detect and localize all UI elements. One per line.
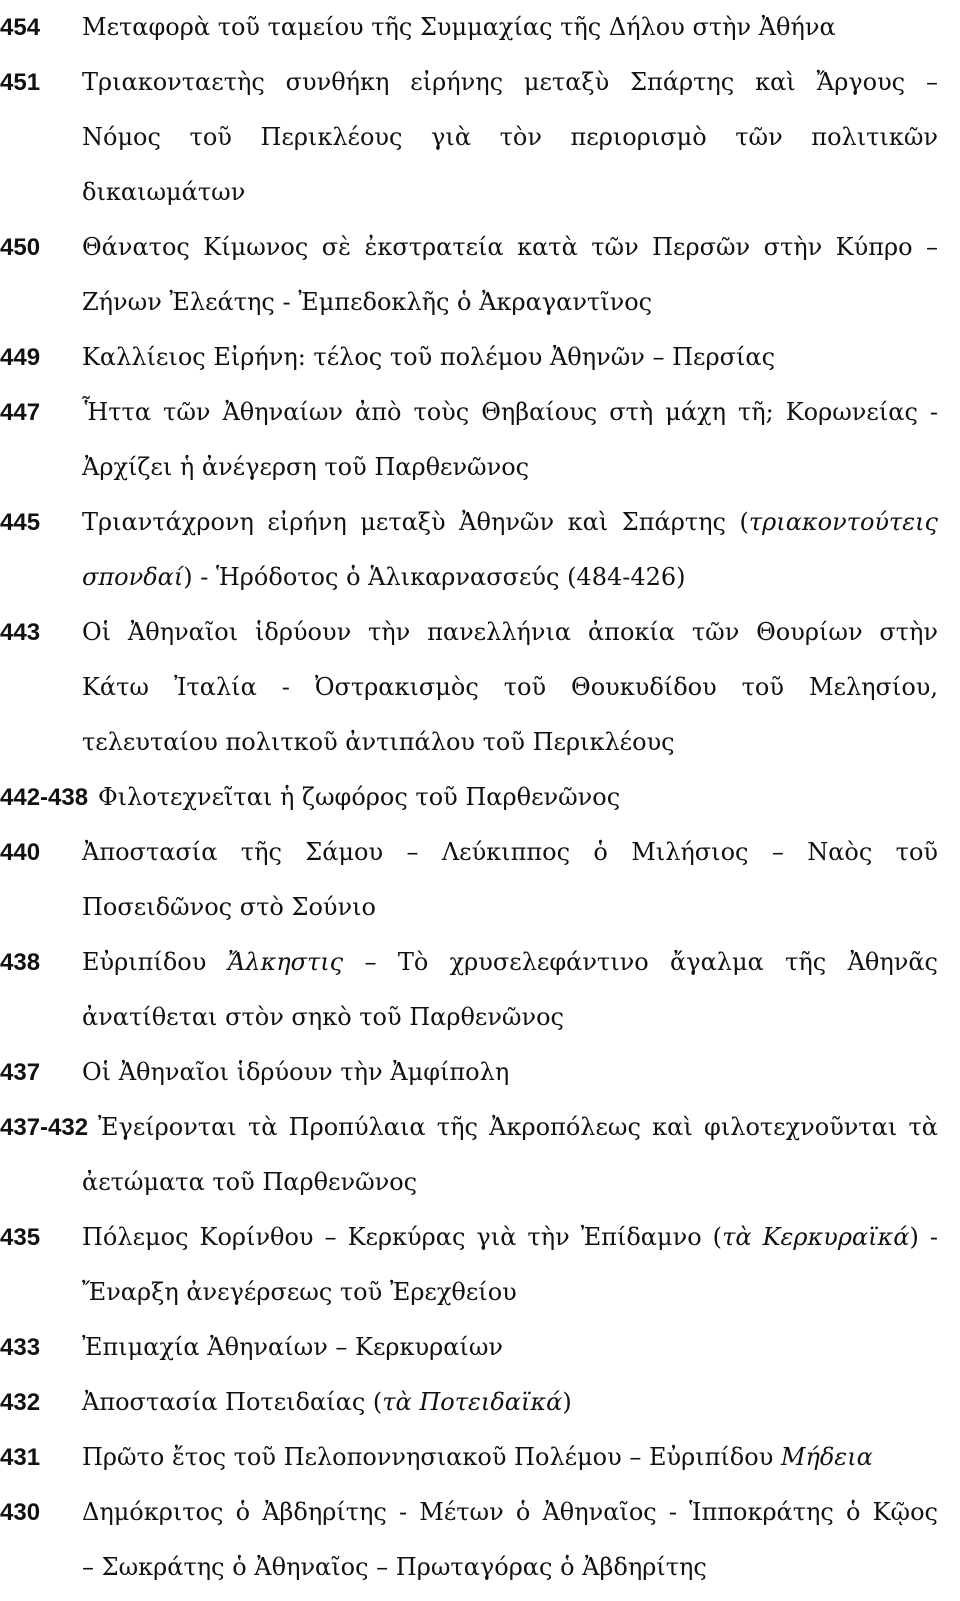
entry-year: 432 (0, 1389, 41, 1416)
entry-text-line: Ἀποστασία τῆς Σάμου – Λεύκιππος ὁ Μιλήσιος – Ναὸς τοῦ (82, 838, 938, 866)
chronology-entry (0, 385, 960, 495)
entry-text-line: Τριακονταετὴς συνθήκη εἰρήνης μεταξὺ Σπάρτης καὶ Ἄργους – (82, 68, 938, 96)
entry-text-line: Ἧττα τῶν Ἀθηναίων ἀπὸ τοὺς Θηβαίους στὴ μάχη τῆ; Κορωνείας - (82, 398, 938, 426)
chronology-entry (0, 935, 960, 1045)
text-run: Πόλεμος Κορίνθου – Κερκύρας γιὰ τὴν Ἐπίδαμνο ( (82, 1223, 723, 1251)
entry-text-line: Καλλίειος Εἰρήνη: τέλος τοῦ πολέμου Ἀθηνῶν – Περσίας (82, 343, 776, 371)
chronology-entry (0, 0, 960, 55)
chronology-entry (0, 605, 960, 770)
entry-year: 450 (0, 234, 41, 261)
italic-title: τὰ Κερκυραϊκά (722, 1223, 910, 1251)
entry-text-line (0, 1265, 960, 1320)
text-run: Εὐριπίδου (82, 948, 228, 976)
text-run: Τριαντάχρονη εἰρήνη μεταξὺ Ἀθηνῶν καὶ Σπάρτης ( (82, 508, 749, 536)
entry-year: 440 (0, 839, 41, 866)
italic-title: τὰ Ποτειδαϊκά (382, 1388, 563, 1416)
entry-text-line: Οἱ Ἀθηναῖοι ἱδρύουν τὴν Ἀμφίπολη (82, 1058, 510, 1086)
text-run: ἀνατίθεται στὸν σηκὸ τοῦ Παρθενῶνος (82, 1003, 564, 1031)
chronology-entry (0, 1320, 960, 1375)
entry-text-line: Θάνατος Κίμωνος σὲ ἐκστρατεία κατὰ τῶν Περσῶν στὴν Κύπρο – (82, 233, 938, 261)
entry-text-line: Ζήνων Ἐλεάτης - Ἐμπεδοκλῆς ὁ Ἀκραγαντῖνος (82, 288, 653, 316)
entry-year: 430 (0, 1499, 41, 1526)
text-run: ) (562, 1388, 572, 1416)
chronology-entry (0, 220, 960, 330)
entry-text-line: Νόμος τοῦ Περικλέους γιὰ τὸν περιορισμὸ τῶν πολιτικῶν (82, 123, 938, 151)
entry-text-line: Οἱ Ἀθηναῖοι ἱδρύουν τὴν πανελλήνια ἀποκία τῶν Θουρίων στὴν (82, 618, 938, 646)
entry-text-line: Ἐπιμαχία Ἀθηναίων – Κερκυραίων (82, 1333, 503, 1361)
chronology-entry (0, 825, 960, 935)
entry-text-line (0, 935, 960, 990)
chronology-entry (0, 55, 960, 220)
text-run: – Τὸ χρυσελεφάντινο ἄγαλμα τῆς Ἀθηνᾶς (343, 948, 938, 976)
entry-text-line (0, 990, 960, 1045)
entry-text-line (0, 495, 960, 550)
entry-year: 454 (0, 14, 41, 41)
entry-year: 438 (0, 949, 41, 976)
entry-text-line: Δημόκριτος ὁ Ἀβδηρίτης - Μέτων ὁ Ἀθηναῖος - Ἱπποκράτης ὁ Κῷος (82, 1498, 938, 1526)
entry-text-line (0, 1210, 960, 1265)
chronology-entry (0, 1100, 960, 1210)
entry-text-line: – Σωκράτης ὁ Ἀθηναῖος – Πρωταγόρας ὁ Ἀβδηρίτης (82, 1553, 707, 1581)
entry-text-line (0, 1375, 960, 1430)
chronology-entry (0, 1430, 960, 1485)
text-run: Ἀποστασία Ποτειδαίας ( (82, 1388, 383, 1416)
entry-year: 431 (0, 1444, 41, 1471)
entry-text-line: δικαιωμάτων (82, 178, 246, 206)
entry-year: 447 (0, 399, 41, 426)
entry-text-line (0, 1430, 960, 1485)
entry-text-line (0, 550, 960, 605)
chronology-entry (0, 330, 960, 385)
entry-text-line: ἀετώματα τοῦ Παρθενῶνος (82, 1168, 418, 1196)
entry-text-line: Ἀρχίζει ἡ ἀνέγερση τοῦ Παρθενῶνος (82, 453, 530, 481)
entry-text-line: Ποσειδῶνος στὸ Σούνιο (82, 893, 376, 921)
italic-title: τριακοντούτεις (748, 508, 938, 536)
chronology-entry (0, 1485, 960, 1595)
chronology-entry (0, 495, 960, 605)
entry-year: 443 (0, 619, 41, 646)
chronology-entry (0, 770, 960, 825)
entry-text-line: Ἐγείρονται τὰ Προπύλαια τῆς Ἀκροπόλεως καὶ φιλοτεχνοῦνται τὰ (98, 1113, 938, 1141)
italic-title: Μήδεια (780, 1443, 873, 1471)
chronology-entry (0, 1045, 960, 1100)
text-run: ) - Ἡρόδοτος ὁ Ἁλικαρνασσεύς (484-426) (183, 563, 686, 591)
entry-year: 445 (0, 509, 41, 536)
entry-year: 437 (0, 1059, 41, 1086)
entry-year: 433 (0, 1334, 41, 1361)
text-run: ) - (909, 1223, 939, 1251)
text-run: Πρῶτο ἔτος τοῦ Πελοποννησιακοῦ Πολέμου – Εὐριπίδου (82, 1443, 781, 1471)
entry-year: 435 (0, 1224, 41, 1251)
entry-text-line: Φιλοτεχνεῖται ἡ ζωφόρος τοῦ Παρθενῶνος (98, 783, 621, 811)
italic-title: Ἄλκηστις (227, 948, 344, 976)
entry-text-line: τελευταίου πολιτκοῦ ἀντιπάλου τοῦ Περικλέους (82, 728, 675, 756)
italic-title: σπονδαί (82, 563, 184, 591)
text-run: Ἔναρξη ἀνεγέρσεως τοῦ Ἐρεχθείου (82, 1278, 517, 1306)
entry-year: 451 (0, 69, 41, 96)
chronology-entry (0, 1210, 960, 1320)
entry-text-line: Μεταφορὰ τοῦ ταμείου τῆς Συμμαχίας τῆς Δήλου στὴν Ἀθήνα (82, 13, 836, 41)
entry-year: 442-438 (0, 784, 89, 811)
entry-text-line: Κάτω Ἰταλία - Ὀστρακισμὸς τοῦ Θουκυδίδου τοῦ Μελησίου, (82, 673, 938, 701)
chronology-entry (0, 1375, 960, 1430)
entry-year: 449 (0, 344, 41, 371)
entry-year: 437-432 (0, 1114, 89, 1141)
